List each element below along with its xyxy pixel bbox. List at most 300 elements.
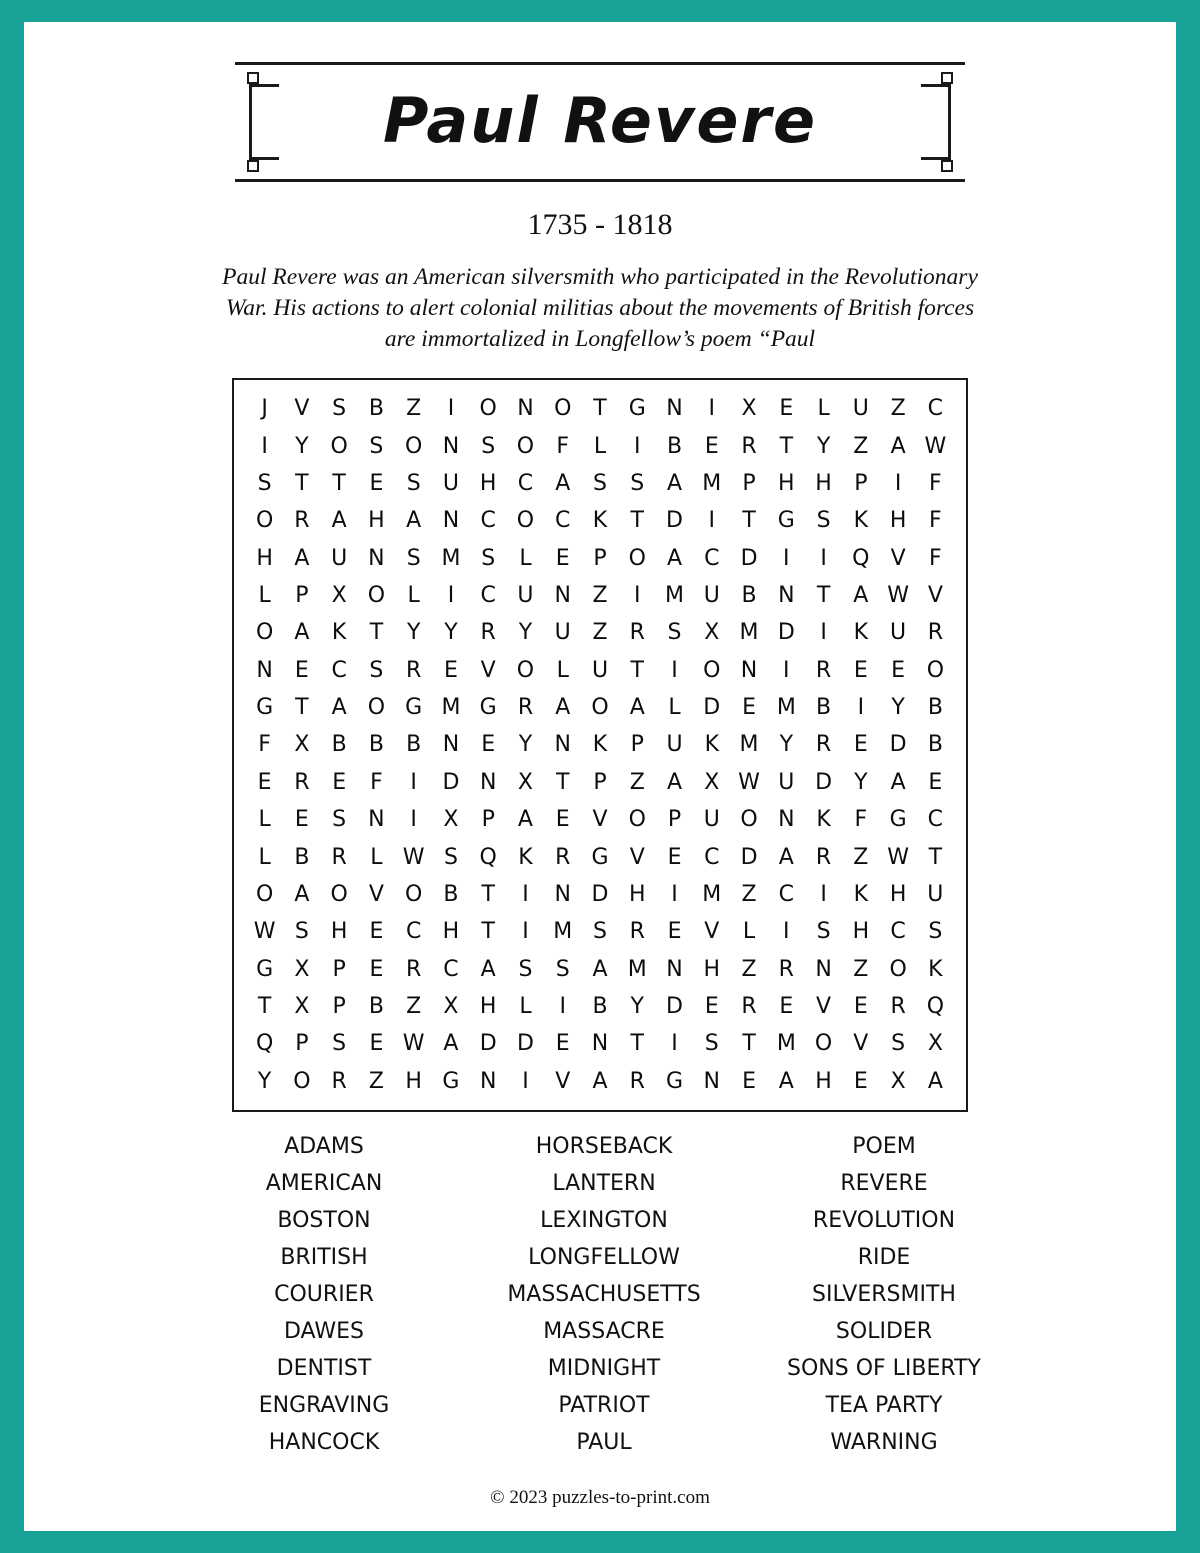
grid-cell[interactable]: X xyxy=(517,769,533,795)
grid-cell[interactable]: E xyxy=(369,919,384,945)
grid-cell[interactable]: E xyxy=(481,732,496,758)
grid-cell[interactable]: Z xyxy=(406,396,422,422)
grid-cell[interactable]: J xyxy=(261,396,268,422)
grid-cell[interactable]: E xyxy=(294,657,309,683)
grid-cell[interactable]: U xyxy=(666,732,683,758)
grid-cell[interactable]: U xyxy=(852,396,869,422)
grid-cell[interactable]: U xyxy=(703,582,720,608)
grid-cell[interactable]: Y xyxy=(854,769,868,795)
grid-cell[interactable]: I xyxy=(522,881,529,907)
grid-cell[interactable]: B xyxy=(331,732,347,758)
grid-cell[interactable]: I xyxy=(522,919,529,945)
grid-cell[interactable]: D xyxy=(666,994,683,1020)
grid-cell[interactable]: S xyxy=(294,919,309,945)
grid-cell[interactable]: X xyxy=(331,582,347,608)
grid-cell[interactable]: W xyxy=(887,844,909,870)
word-list-item[interactable]: MIDNIGHT xyxy=(547,1356,661,1381)
grid-cell[interactable]: O xyxy=(516,433,535,459)
grid-cell[interactable]: Z xyxy=(853,956,869,982)
grid-cell[interactable]: O xyxy=(628,807,646,833)
grid-cell[interactable]: M xyxy=(665,582,685,608)
grid-cell[interactable]: Q xyxy=(852,545,870,571)
grid-cell[interactable]: T xyxy=(630,1031,644,1057)
grid-cell[interactable]: T xyxy=(779,433,794,459)
grid-cell[interactable]: D xyxy=(591,881,609,907)
grid-cell[interactable]: L xyxy=(519,545,532,571)
grid-cell[interactable]: N xyxy=(442,508,460,534)
grid-cell[interactable]: V xyxy=(927,582,943,608)
grid-cell[interactable]: X xyxy=(704,769,720,795)
grid-cell[interactable]: Z xyxy=(853,844,869,870)
grid-cell[interactable]: S xyxy=(891,1031,906,1057)
grid-cell[interactable]: V xyxy=(368,881,384,907)
word-list-item[interactable]: WARNING xyxy=(830,1430,938,1455)
grid-cell[interactable]: T xyxy=(742,1031,756,1057)
grid-cell[interactable]: N xyxy=(554,582,571,608)
grid-cell[interactable]: O xyxy=(814,1031,833,1057)
grid-cell[interactable]: L xyxy=(668,695,681,721)
grid-cell[interactable]: A xyxy=(666,545,683,571)
word-list-item[interactable]: RIDE xyxy=(857,1245,911,1270)
grid-cell[interactable]: B xyxy=(927,732,943,758)
grid-cell[interactable]: E xyxy=(369,1031,384,1057)
grid-cell[interactable]: U xyxy=(927,881,944,907)
grid-cell[interactable]: A xyxy=(927,1068,943,1094)
grid-cell[interactable]: E xyxy=(704,994,719,1020)
grid-cell[interactable]: O xyxy=(926,657,945,683)
grid-cell[interactable]: S xyxy=(593,470,607,496)
grid-cell[interactable]: Y xyxy=(518,732,533,758)
grid-cell[interactable]: Q xyxy=(479,844,497,870)
grid-cell[interactable]: I xyxy=(522,1068,529,1094)
grid-cell[interactable]: H xyxy=(778,470,795,496)
grid-cell[interactable]: H xyxy=(889,508,907,534)
grid-cell[interactable]: R xyxy=(778,956,794,982)
grid-cell[interactable]: K xyxy=(592,508,608,534)
word-list-item[interactable]: POEM xyxy=(852,1134,916,1159)
grid-cell[interactable]: R xyxy=(480,620,496,646)
grid-cell[interactable]: C xyxy=(443,956,459,982)
grid-cell[interactable]: R xyxy=(629,919,645,945)
grid-cell[interactable]: B xyxy=(666,433,683,459)
grid-cell[interactable]: N xyxy=(554,881,571,907)
grid-cell[interactable]: I xyxy=(410,769,417,795)
grid-cell[interactable]: U xyxy=(778,769,795,795)
grid-cell[interactable]: D xyxy=(516,1031,534,1057)
grid-cell[interactable]: H xyxy=(852,919,870,945)
grid-cell[interactable]: S xyxy=(332,396,347,422)
grid-cell[interactable]: G xyxy=(591,844,609,870)
grid-cell[interactable]: X xyxy=(443,994,459,1020)
grid-cell[interactable]: S xyxy=(332,1031,347,1057)
grid-cell[interactable]: E xyxy=(667,844,682,870)
grid-cell[interactable]: A xyxy=(629,695,645,721)
grid-cell[interactable]: G xyxy=(628,396,646,422)
grid-cell[interactable]: X xyxy=(927,1031,943,1057)
grid-cell[interactable]: A xyxy=(555,470,571,496)
grid-cell[interactable]: P xyxy=(332,994,346,1020)
grid-cell[interactable]: A xyxy=(853,582,869,608)
grid-cell[interactable]: T xyxy=(295,470,309,496)
grid-cell[interactable]: C xyxy=(331,657,347,683)
word-list-item[interactable]: COURIER xyxy=(274,1282,374,1307)
grid-cell[interactable]: S xyxy=(593,919,607,945)
grid-cell[interactable]: X xyxy=(294,732,310,758)
grid-cell[interactable]: K xyxy=(853,620,869,646)
grid-cell[interactable]: T xyxy=(593,396,607,422)
grid-cell[interactable]: I xyxy=(671,657,678,683)
grid-cell[interactable]: W xyxy=(887,582,909,608)
grid-cell[interactable]: S xyxy=(816,919,831,945)
grid-cell[interactable]: I xyxy=(783,919,790,945)
grid-cell[interactable]: V xyxy=(592,807,608,833)
grid-cell[interactable]: K xyxy=(853,881,869,907)
grid-cell[interactable]: T xyxy=(928,844,943,870)
grid-cell[interactable]: N xyxy=(442,732,460,758)
grid-cell[interactable]: M xyxy=(776,695,796,721)
word-list-item[interactable]: SILVERSMITH xyxy=(812,1282,956,1307)
grid-cell[interactable]: B xyxy=(368,396,384,422)
grid-cell[interactable]: O xyxy=(889,956,907,982)
grid-cell[interactable]: D xyxy=(740,545,758,571)
grid-cell[interactable]: M xyxy=(441,695,461,721)
word-list-item[interactable]: LEXINGTON xyxy=(540,1208,668,1233)
grid-cell[interactable]: T xyxy=(816,582,831,608)
grid-cell[interactable]: U xyxy=(331,545,348,571)
grid-cell[interactable]: E xyxy=(742,1068,756,1094)
grid-cell[interactable]: A xyxy=(778,1068,794,1094)
grid-cell[interactable]: E xyxy=(853,994,868,1020)
grid-cell[interactable]: H xyxy=(815,1068,832,1094)
grid-cell[interactable]: L xyxy=(407,582,420,608)
grid-cell[interactable]: K xyxy=(592,732,608,758)
word-list-item[interactable]: BRITISH xyxy=(280,1245,368,1270)
grid-cell[interactable]: M xyxy=(441,545,461,571)
grid-cell[interactable]: A xyxy=(555,695,571,721)
grid-cell[interactable]: F xyxy=(556,433,570,459)
grid-cell[interactable]: R xyxy=(331,844,347,870)
grid-cell[interactable]: V xyxy=(480,657,496,683)
grid-cell[interactable]: B xyxy=(927,695,943,721)
grid-cell[interactable]: B xyxy=(816,695,832,721)
grid-cell[interactable]: S xyxy=(667,620,682,646)
word-list-item[interactable]: LANTERN xyxy=(552,1171,656,1196)
grid-cell[interactable]: U xyxy=(703,807,720,833)
grid-cell[interactable]: I xyxy=(634,582,641,608)
grid-cell[interactable]: Z xyxy=(741,881,757,907)
grid-cell[interactable]: I xyxy=(894,470,902,496)
grid-cell[interactable]: U xyxy=(517,582,534,608)
word-list-item[interactable]: AMERICAN xyxy=(265,1171,383,1196)
grid-cell[interactable]: L xyxy=(370,844,383,870)
grid-cell[interactable]: Z xyxy=(629,769,645,795)
grid-cell[interactable]: O xyxy=(591,695,609,721)
word-list-item[interactable]: DAWES xyxy=(283,1319,365,1344)
grid-cell[interactable]: U xyxy=(591,657,609,683)
grid-cell[interactable]: T xyxy=(630,508,644,534)
grid-cell[interactable]: E xyxy=(742,695,756,721)
grid-cell[interactable]: L xyxy=(519,994,532,1020)
grid-cell[interactable]: E xyxy=(555,807,570,833)
grid-cell[interactable]: E xyxy=(928,769,943,795)
grid-cell[interactable]: H xyxy=(628,881,646,907)
grid-cell[interactable]: O xyxy=(367,695,386,721)
grid-cell[interactable]: N xyxy=(256,657,273,683)
grid-cell[interactable]: U xyxy=(442,470,459,496)
grid-cell[interactable]: C xyxy=(704,844,720,870)
grid-cell[interactable]: N xyxy=(815,956,832,982)
grid-cell[interactable]: H xyxy=(405,1068,422,1094)
grid-cell[interactable]: Z xyxy=(368,1068,384,1094)
grid-cell[interactable]: G xyxy=(405,695,423,721)
grid-cell[interactable]: C xyxy=(927,396,944,422)
grid-cell[interactable]: C xyxy=(890,919,906,945)
grid-cell[interactable]: E xyxy=(779,994,794,1020)
grid-cell[interactable]: R xyxy=(815,844,832,870)
grid-cell[interactable]: V xyxy=(816,994,832,1020)
grid-cell[interactable]: A xyxy=(666,470,683,496)
grid-cell[interactable]: A xyxy=(517,807,533,833)
grid-cell[interactable]: O xyxy=(628,545,646,571)
grid-cell[interactable]: L xyxy=(258,807,271,833)
grid-cell[interactable]: E xyxy=(853,657,868,683)
grid-cell[interactable]: H xyxy=(442,919,460,945)
grid-cell[interactable]: M xyxy=(627,956,647,982)
grid-cell[interactable]: V xyxy=(704,919,720,945)
grid-cell[interactable]: T xyxy=(481,881,495,907)
grid-cell[interactable]: H xyxy=(703,956,721,982)
grid-cell[interactable]: F xyxy=(929,508,942,534)
word-list-item[interactable]: ADAMS xyxy=(284,1134,364,1159)
grid-cell[interactable]: R xyxy=(815,732,832,758)
word-list-item[interactable]: DENTIST xyxy=(276,1356,372,1381)
grid-cell[interactable]: M xyxy=(702,470,722,496)
grid-cell[interactable]: G xyxy=(665,1068,684,1094)
grid-cell[interactable]: W xyxy=(402,1031,425,1057)
word-search-grid[interactable] xyxy=(246,390,954,1100)
grid-cell[interactable]: S xyxy=(257,470,272,496)
grid-cell[interactable]: N xyxy=(666,396,683,422)
grid-cell[interactable]: O xyxy=(479,396,497,422)
grid-cell[interactable]: N xyxy=(666,956,683,982)
word-list-item[interactable]: SONS OF LIBERTY xyxy=(787,1356,981,1381)
grid-cell[interactable]: T xyxy=(295,695,309,721)
grid-cell[interactable]: P xyxy=(481,807,495,833)
grid-cell[interactable]: F xyxy=(258,732,271,758)
grid-cell[interactable]: A xyxy=(331,508,347,534)
grid-cell[interactable]: F xyxy=(370,769,383,795)
grid-cell[interactable]: Y xyxy=(779,732,794,758)
grid-cell[interactable]: O xyxy=(516,657,535,683)
grid-cell[interactable]: D xyxy=(815,769,833,795)
grid-cell[interactable]: T xyxy=(257,994,272,1020)
grid-cell[interactable]: Z xyxy=(741,956,757,982)
grid-cell[interactable]: N xyxy=(517,396,534,422)
grid-cell[interactable]: P xyxy=(295,582,309,608)
grid-cell[interactable]: E xyxy=(555,545,570,571)
grid-cell[interactable]: Y xyxy=(257,1068,272,1094)
grid-cell[interactable]: A xyxy=(778,844,794,870)
grid-cell[interactable]: R xyxy=(517,695,534,721)
grid-cell[interactable]: P xyxy=(742,470,756,496)
grid-cell[interactable]: A xyxy=(294,620,310,646)
grid-cell[interactable]: S xyxy=(555,956,570,982)
grid-cell[interactable]: S xyxy=(443,844,458,870)
grid-cell[interactable]: E xyxy=(332,769,347,795)
grid-cell[interactable]: V xyxy=(890,545,906,571)
grid-cell[interactable]: A xyxy=(331,695,347,721)
grid-cell[interactable]: E xyxy=(369,956,384,982)
grid-cell[interactable]: M xyxy=(553,919,573,945)
grid-cell[interactable]: A xyxy=(294,545,310,571)
grid-cell[interactable]: L xyxy=(742,919,756,945)
grid-cell[interactable]: I xyxy=(447,396,455,422)
grid-cell[interactable]: K xyxy=(704,732,719,758)
grid-cell[interactable]: G xyxy=(777,508,795,534)
grid-cell[interactable]: R xyxy=(294,769,310,795)
grid-cell[interactable]: A xyxy=(666,769,683,795)
grid-cell[interactable]: I xyxy=(820,545,827,571)
grid-cell[interactable]: O xyxy=(703,657,721,683)
grid-cell[interactable]: M xyxy=(776,1031,796,1057)
grid-cell[interactable]: B xyxy=(592,994,608,1020)
grid-cell[interactable]: S xyxy=(332,807,347,833)
grid-cell[interactable]: R xyxy=(294,508,310,534)
grid-cell[interactable]: H xyxy=(256,545,273,571)
grid-cell[interactable]: S xyxy=(369,657,384,683)
grid-cell[interactable]: N xyxy=(778,582,795,608)
grid-cell[interactable]: S xyxy=(704,1031,719,1057)
grid-cell[interactable]: I xyxy=(410,807,417,833)
grid-cell[interactable]: B xyxy=(294,844,310,870)
grid-cell[interactable]: F xyxy=(929,545,942,571)
grid-cell[interactable]: C xyxy=(555,508,571,534)
grid-cell[interactable]: D xyxy=(777,620,795,646)
grid-cell[interactable]: V xyxy=(294,396,310,422)
grid-cell[interactable]: I xyxy=(634,433,641,459)
grid-cell[interactable]: H xyxy=(330,919,348,945)
grid-cell[interactable]: A xyxy=(592,1068,608,1094)
grid-cell[interactable]: R xyxy=(741,433,757,459)
grid-cell[interactable]: O xyxy=(330,433,348,459)
grid-cell[interactable]: Y xyxy=(295,433,309,459)
grid-cell[interactable]: W xyxy=(924,433,947,459)
grid-cell[interactable]: N xyxy=(778,807,795,833)
grid-cell[interactable]: O xyxy=(554,396,572,422)
grid-cell[interactable]: A xyxy=(294,881,310,907)
grid-cell[interactable]: P xyxy=(593,545,607,571)
grid-cell[interactable]: T xyxy=(630,657,644,683)
grid-cell[interactable]: S xyxy=(630,470,645,496)
grid-cell[interactable]: O xyxy=(255,620,274,646)
grid-cell[interactable]: G xyxy=(256,695,274,721)
grid-cell[interactable]: O xyxy=(405,433,423,459)
grid-cell[interactable]: W xyxy=(738,769,760,795)
grid-cell[interactable]: N xyxy=(368,807,385,833)
grid-cell[interactable]: K xyxy=(816,807,831,833)
grid-cell[interactable]: M xyxy=(702,881,722,907)
grid-cell[interactable]: E xyxy=(704,433,719,459)
grid-cell[interactable]: R xyxy=(927,620,943,646)
grid-cell[interactable]: E xyxy=(853,732,868,758)
grid-cell[interactable]: W xyxy=(402,844,425,870)
grid-cell[interactable]: A xyxy=(890,433,906,459)
grid-cell[interactable]: O xyxy=(330,881,348,907)
grid-cell[interactable]: I xyxy=(820,881,827,907)
grid-cell[interactable]: Y xyxy=(816,433,831,459)
grid-cell[interactable]: D xyxy=(889,732,907,758)
grid-cell[interactable]: T xyxy=(481,919,495,945)
grid-cell[interactable]: C xyxy=(927,807,944,833)
grid-cell[interactable]: B xyxy=(368,994,384,1020)
grid-cell[interactable]: D xyxy=(479,1031,497,1057)
word-list-item[interactable]: SOLIDER xyxy=(835,1319,933,1344)
grid-cell[interactable]: N xyxy=(591,1031,609,1057)
grid-cell[interactable]: V xyxy=(629,844,645,870)
grid-cell[interactable]: I xyxy=(671,1031,678,1057)
word-list-item[interactable]: TEA PARTY xyxy=(825,1393,943,1418)
grid-cell[interactable]: L xyxy=(593,433,607,459)
grid-cell[interactable]: O xyxy=(516,508,535,534)
grid-cell[interactable]: H xyxy=(889,881,907,907)
grid-cell[interactable]: C xyxy=(405,919,422,945)
grid-cell[interactable]: X xyxy=(704,620,720,646)
grid-cell[interactable]: H xyxy=(479,470,497,496)
grid-cell[interactable]: Z xyxy=(592,620,608,646)
grid-cell[interactable]: S xyxy=(369,433,384,459)
grid-cell[interactable]: X xyxy=(294,994,310,1020)
grid-cell[interactable]: E xyxy=(443,657,458,683)
grid-cell[interactable]: R xyxy=(629,620,645,646)
grid-cell[interactable]: I xyxy=(447,582,455,608)
grid-cell[interactable]: T xyxy=(369,620,384,646)
grid-cell[interactable]: S xyxy=(816,508,831,534)
grid-cell[interactable]: U xyxy=(554,620,571,646)
grid-cell[interactable]: N xyxy=(479,1068,497,1094)
grid-cell[interactable]: L xyxy=(556,657,569,683)
grid-cell[interactable]: C xyxy=(704,545,720,571)
grid-cell[interactable]: L xyxy=(258,582,271,608)
grid-cell[interactable]: F xyxy=(929,470,942,496)
grid-cell[interactable]: Y xyxy=(444,620,458,646)
grid-cell[interactable]: R xyxy=(629,1068,645,1094)
grid-cell[interactable]: Y xyxy=(891,695,905,721)
word-list-item[interactable]: ENGRAVING xyxy=(258,1393,390,1418)
grid-cell[interactable]: Y xyxy=(630,994,644,1020)
grid-cell[interactable]: K xyxy=(853,508,869,534)
grid-cell[interactable]: T xyxy=(556,769,570,795)
grid-cell[interactable]: W xyxy=(253,919,276,945)
grid-cell[interactable]: C xyxy=(517,470,534,496)
grid-cell[interactable]: L xyxy=(258,844,271,870)
grid-cell[interactable]: P xyxy=(332,956,346,982)
grid-cell[interactable]: N xyxy=(554,732,571,758)
grid-cell[interactable]: E xyxy=(369,470,384,496)
grid-cell[interactable]: E xyxy=(891,657,906,683)
grid-cell[interactable]: R xyxy=(406,657,422,683)
grid-cell[interactable]: R xyxy=(555,844,571,870)
grid-cell[interactable]: D xyxy=(666,508,683,534)
word-list-item[interactable]: PAUL xyxy=(576,1430,632,1455)
grid-cell[interactable]: I xyxy=(857,695,865,721)
grid-cell[interactable]: P xyxy=(295,1031,309,1057)
grid-cell[interactable]: G xyxy=(479,695,497,721)
grid-cell[interactable]: K xyxy=(928,956,943,982)
grid-cell[interactable]: N xyxy=(703,1068,721,1094)
grid-cell[interactable]: H xyxy=(479,994,497,1020)
grid-cell[interactable]: V xyxy=(555,1068,571,1094)
grid-cell[interactable]: H xyxy=(368,508,385,534)
